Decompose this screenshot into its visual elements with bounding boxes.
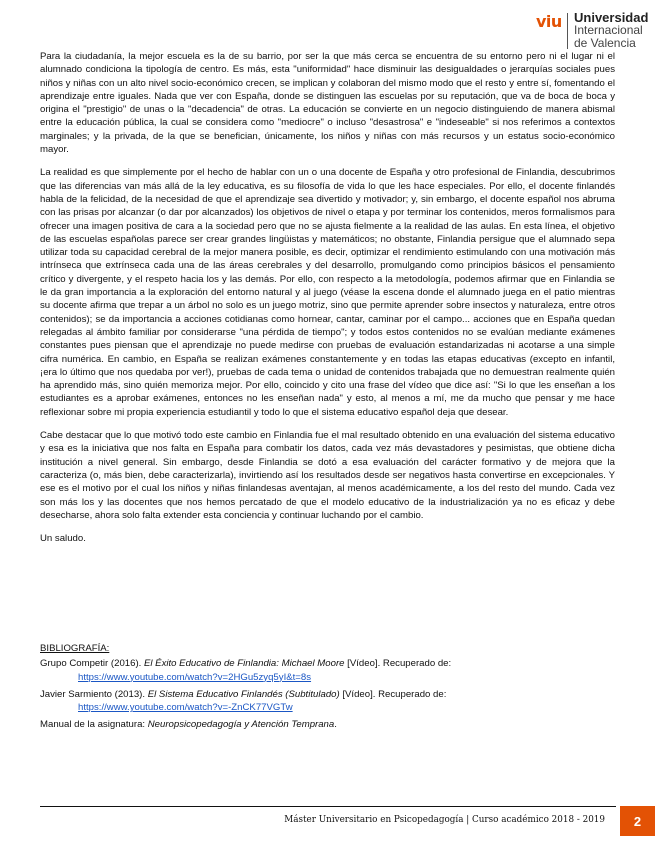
logo-separator [567, 13, 568, 49]
entry-title: El Sistema Educativo Finlandés (Subtitulado) [147, 688, 340, 700]
bibliography-entry [40, 688, 615, 715]
logo-line-3: de Valencia [574, 36, 636, 50]
paragraph: Para la ciudadanía, la mejor escuela es la de su barrio, por ser la que más cerca se encuentra de su entorno pero ni el lugar ni el alumnado condiciona la tipología de centro. Es más, esta "uniformidad" hace disminuir las desigualdades o jerarquías sociales pues niños y niñas con un alto nivel socio-económico crecen, se implican y colaboran del mismo modo que el resto y entre sí, fomentando el aprendizaje entre iguales. Nada que ver con España, donde se distinguen las escuelas por su reputación, que va de boca de boca y origina el "prestigio" de unas o la "decadencia" de otras. La educación se convierte en un negocio distinguiendo de manera abismal entre la educación pública, la cual se considera como "mediocre" o incluso "desastrosa" e "indeseable" si nos referimos a contextos marginales; y la privada, de la que se benefician, únicamente, los niños y niñas con más recursos y un estatus socio-económico mayor. [40, 51, 615, 156]
footer-text: Máster Universitario en Psicopedagogía | Curso académico 2018 - 2019 [284, 815, 605, 825]
paragraph: La realidad es que simplemente por el hecho de hablar con un o una docente de España y otro profesional de Finlandia, descubrimos que las diferencias van más allá de la ley educativa, es su filosofía de vida lo que les hace especiales. Por ello, el docente finlandés habla de la felicidad, de la necesidad de que el aprendizaje sea divertido y motivador; y, sin embargo, el docente español nos abruma con las prisas por alcanzar (o dar por alcanzados) los objetivos de nivel o etapa y por terminar los contenidos, meros formalismos para ofrecer una imagen positiva de cara a la sociedad pero que no se ajusta fielmente a la realidad de las aulas. En esta línea, el objetivo de las escuelas españolas parece ser crear grandes lingüistas y matemáticos; no obstante, Finlandia persigue que el alumnado sepa utilizar toda su capacidad cerebral de la mejor manera posible, es decir, optimizar el rendimiento estimulando con una motivación más intrínseca que extrínseca cada una de las áreas cerebrales y del desarrollo, promulgando como principios básicos el pensamiento crítico y divergente, y el respeto hacia los y las demás. Por ello, con respecto a la metodología, podemos afirmar que en Finlandia se le da gran importancia a la exploración del entorno natural y al juego (véase la escena donde el alumnado juega en el patio mientras su docente afirma que trepar a un árbol no solo es un juego motriz, sino que permite aprender sobre insectos y naturaleza, entre otros contenidos); se da importancia a acciones cotidianas como hornear, cantar, caminar por el campo... acciones que en España quedan relegadas al ámbito familiar por considerarse "una pérdida de tiempo"; y todos estos contenidos no se evalúan mediante exámenes constantes pues piensan que el aprendizaje no puede medirse con pruebas de evaluación estandarizadas ni acotarse a una simple cifra numérica. En cambio, en España se realizan exámenes constantemente y en todas las etapas educativas (excepto en infantil, ¡era lo último que nos quedaba por ver!), pruebas de cada tema o unidad de contenidos trabajada que no demuestran realmente quién ha aprendido más, sino quién memoriza mejor. Por ello, coincido y cito una frase del vídeo que dice así: "Si lo que les enseñan a los estudiantes es a aprobar exámenes, entonces no les enseñan nada" y esto, al menos a mí, me da mucho que pensar y me hace reflexionar sobre mi propia experiencia estudiantil y todo lo que el sistema educativo español deja que desear. [40, 167, 615, 418]
entry-author: Manual de la asignatura: [40, 719, 148, 731]
bibliography-heading: BIBLIOGRAFÍA: [40, 643, 110, 654]
bibliography [40, 642, 615, 736]
bibliography-entry [40, 657, 615, 684]
paragraph: Cabe destacar que lo que motivó todo este cambio en Finlandia fue el mal resultado obtenido en una evaluación del sistema educativo y esa es la iniciativa que nos falta en España para combatir los datos, cada vez más devastadores y pesimistas, que obtiene dicha institución a nivel general. Sin embargo, desde Finlandia se dotó a esa evaluación del carácter formativo y de mejora que la caracteriza (o, más bien, debe caracterizarla), invirtiendo así los resultados desde ser negativos hasta convertirse en excepcionales. Y ese es el motivo por el cual los niños y niñas finlandesas aventajan, al menos académicamente, a los del resto del mundo. Cada vez son más los y las docentes que nos hemos percatado de que el modelo educativo de la industrialización ya no es eficaz y debe desecharse, ahora solo falta extender esta conciencia y continuar luchando por el cambio. [40, 430, 615, 521]
entry-title: Neuropsicopedagogía y Atención Temprana [147, 719, 335, 731]
logo-line-1: Universidad [574, 10, 649, 25]
entry-suffix: [Vídeo]. Recuperado de: [344, 658, 452, 670]
entry-suffix: . [334, 719, 337, 731]
bibliography-entry [40, 718, 615, 731]
entry-author: Javier Sarmiento (2013). [40, 688, 148, 700]
footer-divider [40, 806, 616, 807]
logo-mark: viu [536, 12, 562, 31]
entry-link[interactable]: https://www.youtube.com/watch?v=2HGu5zyq5yI&t=8s [78, 671, 312, 683]
university-logo [536, 10, 652, 54]
entry-suffix: [Vídeo]. Recuperado de: [339, 688, 447, 700]
logo-wordmark [574, 11, 648, 50]
logo-line-2: Internacional [574, 23, 643, 37]
entry-author: Grupo Competir (2016). [40, 658, 144, 670]
document-body [40, 50, 615, 545]
entry-link[interactable]: https://www.youtube.com/watch?v=-ZnCK77VGTw [78, 702, 293, 714]
closing-salutation: Un saludo. [40, 533, 86, 545]
entry-title: El Éxito Educativo de Finlandia: Michael Moore [143, 658, 345, 670]
page-number-badge [620, 806, 655, 836]
page-number: 2 [633, 813, 642, 829]
